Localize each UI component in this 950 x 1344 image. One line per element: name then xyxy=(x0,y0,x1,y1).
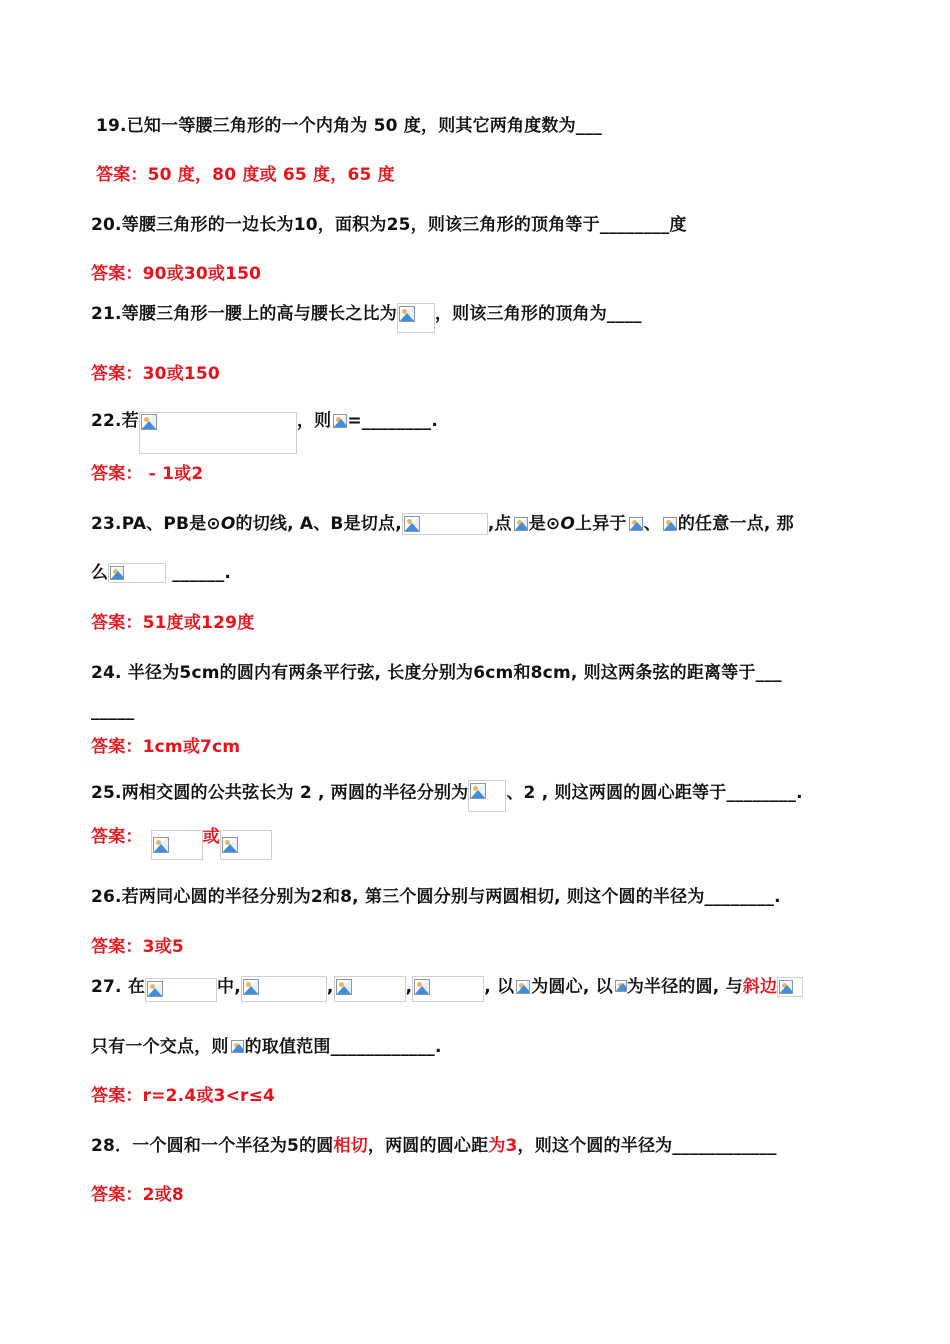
question-23-line-1: 23.PA、PB是⊙O的切线, A、B是切点, ,点 是⊙O上异于 、 的任意一点, 那 xyxy=(91,514,794,534)
broken-image-icon xyxy=(336,979,352,995)
broken-image-icon xyxy=(615,980,627,992)
formula-image xyxy=(512,514,529,534)
question-28: 28．一个圆和一个半径为5的圆相切，两圆的圆心距为3，则这个圆的半径为____________ xyxy=(91,1136,777,1156)
formula-image xyxy=(108,563,166,583)
broken-image-icon xyxy=(222,837,238,853)
broken-image-icon xyxy=(231,1040,244,1053)
formula-image xyxy=(613,977,627,997)
broken-image-icon xyxy=(243,979,259,995)
question-26: 26.若两同心圆的半径分别为2和8, 第三个圆分别与两圆相切, 则这个圆的半径为________. xyxy=(91,887,781,907)
question-27-line-1: 27. 在 中, , , , 以 为圆心, 以 为半径的圆, 与斜边 xyxy=(91,976,803,1002)
formula-image xyxy=(241,976,327,1002)
answer-28: 答案：2或8 xyxy=(91,1185,184,1205)
formula-image xyxy=(229,1037,245,1057)
broken-image-icon xyxy=(514,517,528,531)
formula-image xyxy=(468,780,506,812)
question-21: 21.等腰三角形一腰上的高与腰长之比为 ，则该三角形的顶角为____ xyxy=(91,303,642,333)
formula-image xyxy=(402,513,488,535)
broken-image-icon xyxy=(470,783,486,799)
answer-20: 答案：90或30或150 xyxy=(91,264,262,284)
formula-image xyxy=(139,412,297,454)
formula-image xyxy=(334,976,406,1002)
question-24-line-2: _____ xyxy=(91,701,135,721)
answer-24: 答案：1cm或7cm xyxy=(91,737,241,757)
formula-image xyxy=(661,514,678,534)
broken-image-icon xyxy=(629,517,643,531)
answer-26: 答案：3或5 xyxy=(91,937,184,957)
answer-27: 答案：r=2.4或3<r≤4 xyxy=(91,1086,276,1106)
answer-25: 答案： 或 xyxy=(91,826,272,860)
broken-image-icon xyxy=(110,566,124,580)
question-27-line-2: 只有一个交点，则 的取值范围____________. xyxy=(91,1037,442,1057)
broken-image-icon xyxy=(779,980,793,994)
broken-image-icon xyxy=(153,837,169,853)
question-19: 19.已知一等腰三角形的一个内角为 50 度，则其它两角度数为___ xyxy=(96,116,602,136)
broken-image-icon xyxy=(663,517,677,531)
broken-image-icon xyxy=(333,414,347,428)
question-24-line-1: 24. 半径为5cm的圆内有两条平行弦, 长度分别为6cm和8cm, 则这两条弦的距离等于___ xyxy=(91,663,782,683)
question-25: 25.两相交圆的公共弦长为 2 , 两圆的半径分别为 、2 , 则这两圆的圆心距等于________. xyxy=(91,780,803,812)
formula-image xyxy=(627,514,644,534)
answer-19: 答案：50 度，80 度或 65 度，65 度 xyxy=(96,165,395,185)
broken-image-icon xyxy=(147,981,163,997)
formula-image xyxy=(514,977,531,997)
broken-image-icon xyxy=(414,979,430,995)
broken-image-icon xyxy=(399,306,415,322)
broken-image-icon xyxy=(404,516,420,532)
formula-image xyxy=(145,978,217,1002)
answer-21: 答案：30或150 xyxy=(91,364,220,384)
answer-22: 答案： - 1或2 xyxy=(91,464,204,484)
answer-23: 答案：51度或129度 xyxy=(91,613,255,633)
broken-image-icon xyxy=(516,980,530,994)
question-20: 20.等腰三角形的一边长为10，面积为25，则该三角形的顶角等于________度 xyxy=(91,215,687,235)
formula-image xyxy=(412,976,484,1002)
broken-image-icon xyxy=(141,414,157,430)
formula-image xyxy=(777,977,803,997)
formula-image xyxy=(220,830,272,860)
formula-image xyxy=(397,303,435,333)
formula-image xyxy=(331,411,347,431)
question-22: 22.若 ，则 =________. xyxy=(91,410,438,454)
formula-image xyxy=(151,830,203,860)
question-23-line-2: 么 ______. xyxy=(91,563,232,583)
